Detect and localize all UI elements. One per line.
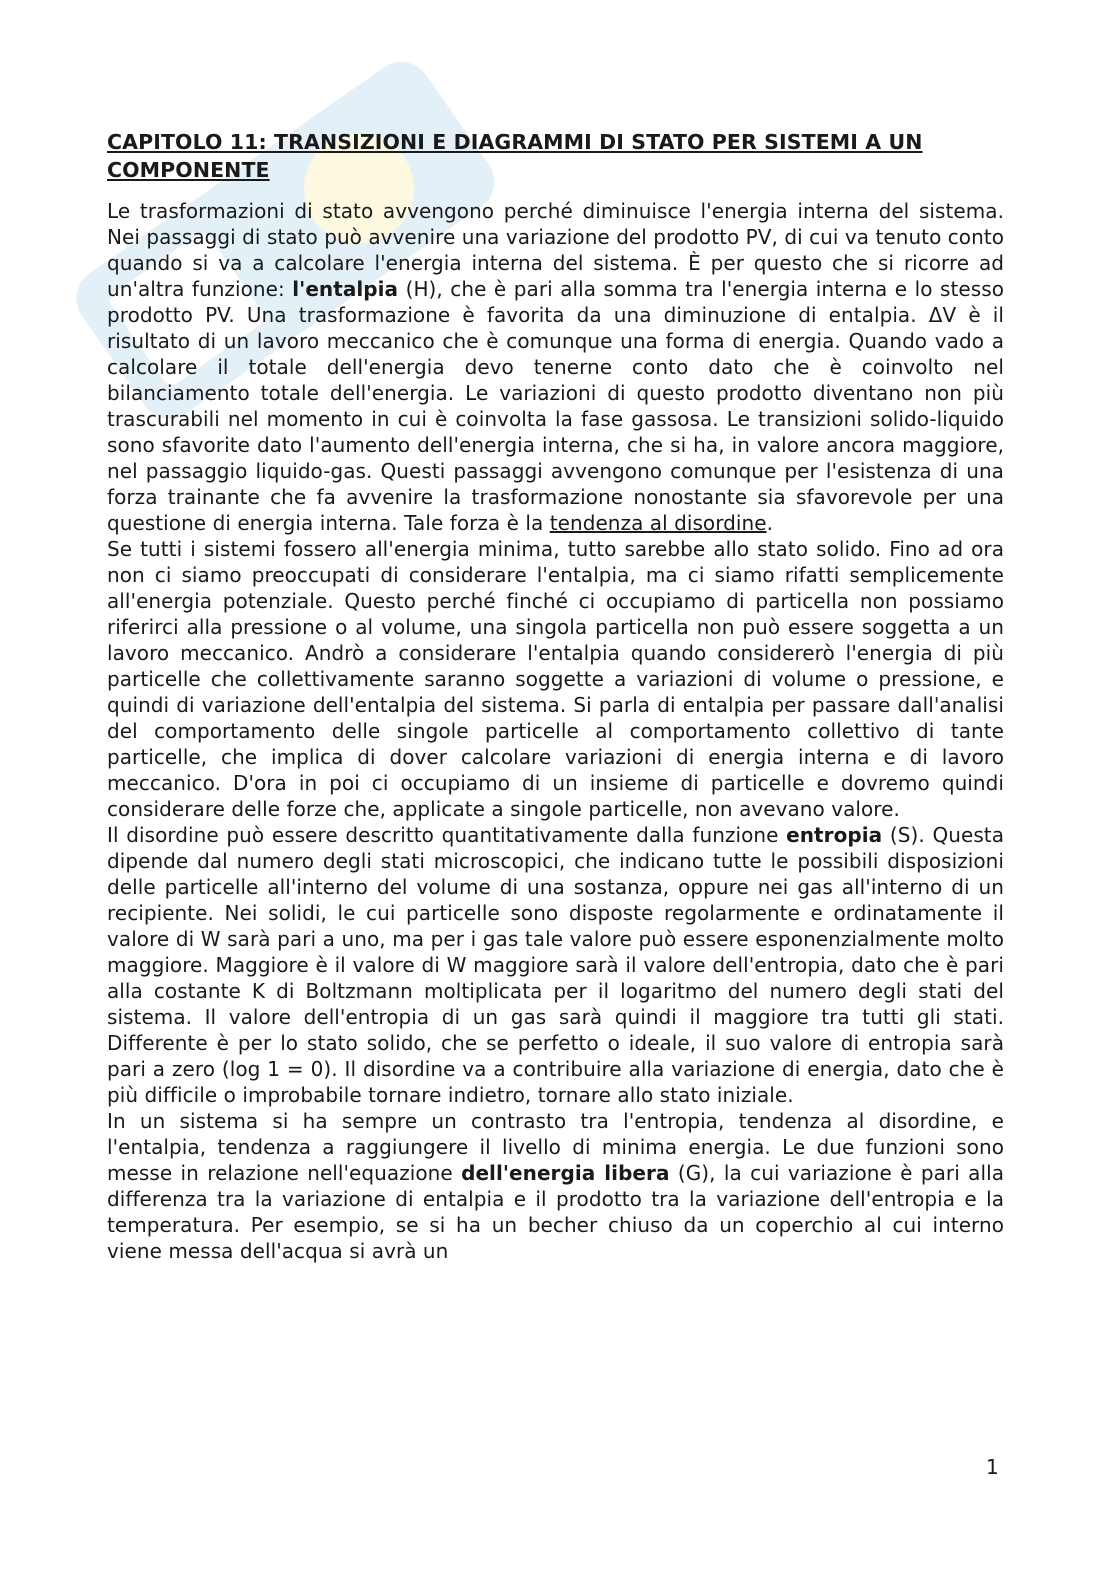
chapter-title: CAPITOLO 11: TRANSIZIONI E DIAGRAMMI DI STATO PER SISTEMI A UN COMPONENTE: [107, 130, 923, 182]
paragraph-enthalpy: Le trasformazioni di stato avvengono perché diminuisce l'energia interna del sistema. Nei passaggi di stato può avvenire una variazione del prodotto PV, di cui va tenuto conto quando si va a calcolare l'energia interna del sistema. È per questo che si ricorre ad un'altra funzione: l'entalpia (H), che è pari alla somma tra l'energia interna e lo stesso prodotto PV. Una trasformazione è favorita da una diminuzione di entalpia. ΔV è il risultato di un lavoro meccanico che è comunque una forma di energia. Quando vado a calcolare il totale dell'energia devo tenerne conto dato che è coinvolto nel bilanciamento totale dell'energia. Le variazioni di questo prodotto diventano non più trascurabili nel momento in cui è coinvolta la fase gassosa. Le transizioni solido-liquido sono sfavorite dato l'aumento dell'energia interna, che si ha, in valore ancora maggiore, nel passaggio liquido-gas. Questi passaggi avvengono comunque per l'esistenza di una forza trainante che fa avvenire la trasformazione nonostante sia sfavorevole per una questione di energia interna. Tale forza è la tendenza al disordine.: [107, 199, 1004, 535]
term-energia-libera: dell'energia libera: [461, 1161, 670, 1185]
term-tendenza-disordine: tendenza al disordine: [549, 511, 767, 535]
paragraph-entropy: Il disordine può essere descritto quantitativamente dalla funzione entropia (S). Questa dipende dal numero degli stati microscopici, che indicano tutte le possibili disposizioni delle particelle all'interno del volume di una sostanza, oppure nei gas all'interno di un recipiente. Nei solidi, le cui particelle sono disposte regolarmente e ordinatamente il valore di W sarà pari a uno, ma per i gas tale valore può essere esponenzialmente molto maggiore. Maggiore è il valore di W maggiore sarà il valore dell'entropia, dato che è pari alla costante K di Boltzmann moltiplicata per il logaritmo del numero degli stati del sistema. Il valore dell'entropia di un gas sarà quindi il maggiore tra tutti gli stati. Differente è per lo stato solido, che se perfetto o ideale, il suo valore di entropia sarà pari a zero (log 1 = 0). Il disordine va a contribuire alla variazione di energia, dato che è più difficile o improbabile tornare indietro, tornare allo stato iniziale.: [107, 823, 1004, 1107]
document-page: [107, 128, 1004, 1264]
term-entropia: entropia: [786, 823, 883, 847]
document-body: [107, 198, 1004, 1264]
paragraph-energy-minimum: Se tutti i sistemi fossero all'energia minima, tutto sarebbe allo stato solido. Fino ad ora non ci siamo preoccupati di considerare l'entalpia, ma ci siamo rifatti semplicemente all'energia potenziale. Questo perché finché ci occupiamo di particella non possiamo riferirci alla pressione o al volume, una singola particella non può essere soggetta a un lavoro meccanico. Andrò a considerare l'entalpia quando considererò l'energia di più particelle che collettivamente saranno soggette a variazioni di volume o pressione, e quindi di variazione dell'entalpia del sistema. Si parla di entalpia per passare dall'analisi del comportamento delle singole particelle al comportamento collettivo di tante particelle, che implica di dover calcolare variazioni di energia interna e di lavoro meccanico. D'ora in poi ci occupiamo di un insieme di particelle e dovremo quindi considerare delle forze che, applicate a singole particelle, non avevano valore.: [107, 537, 1004, 821]
term-entalpia: l'entalpia: [292, 277, 399, 301]
paragraph-free-energy: In un sistema si ha sempre un contrasto tra l'entropia, tendenza al disordine, e l'entalpia, tendenza a raggiungere il livello di minima energia. Le due funzioni sono messe in relazione nell'equazione dell'energia libera (G), la cui variazione è pari alla differenza tra la variazione di entalpia e il prodotto tra la variazione dell'entropia e la temperatura. Per esempio, se si ha un becher chiuso da un coperchio al cui interno viene messa dell'acqua si avrà un: [107, 1109, 1004, 1263]
page-number: 1: [986, 1455, 999, 1479]
